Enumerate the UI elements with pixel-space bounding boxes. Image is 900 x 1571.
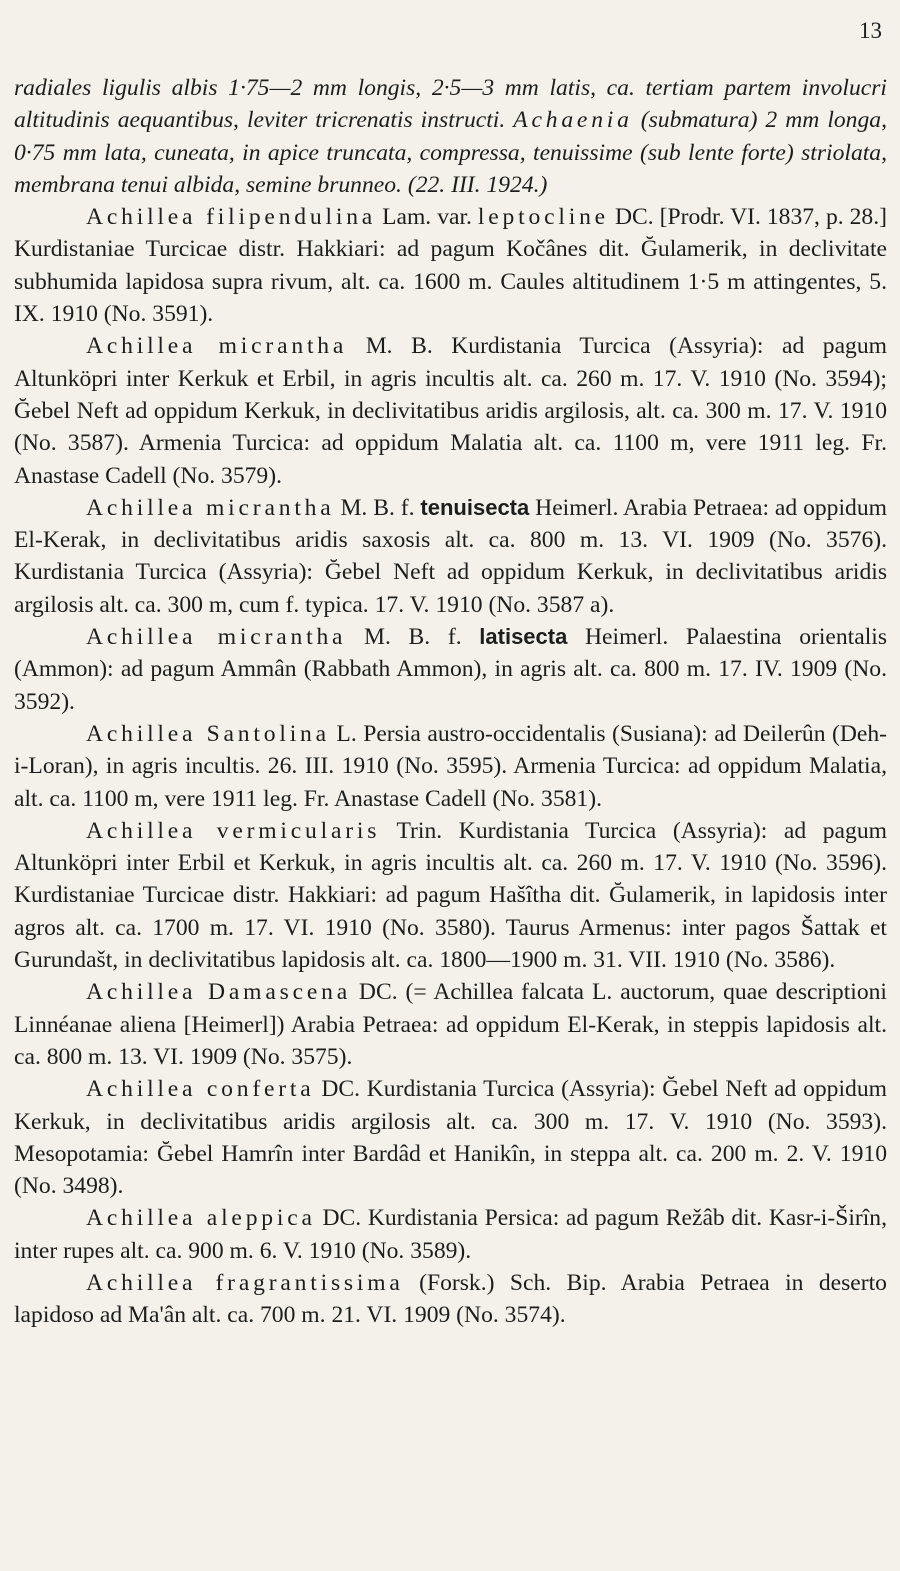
- form-name: latisecta: [479, 624, 568, 650]
- variety-name: leptocline: [477, 204, 609, 231]
- intro-paragraph: [14, 72, 887, 201]
- entry-text: (Forsk.) Sch. Bip. Arabia Petraea in deserto lapidoso ad Ma'ân alt. ca. 700 m. 21. VI. 1909 (No. 3574).: [14, 1269, 887, 1329]
- entry-pre: M. B. f.: [346, 624, 480, 651]
- entry-micrantha-tenuisecta: [14, 492, 887, 621]
- entry-micrantha: [14, 330, 887, 491]
- entry-text: L. Persia austro-occidentalis (Susiana): ad Deilerûn (Deh-i-Loran), in agris incultis. 26. III. 1910 (No. 3595). Armenia Turcica: ad oppidum Malatia, alt. ca. 1100 m, vere 1911 leg. Fr. Anastase Cadell (No. 3581).: [14, 720, 887, 812]
- entry-santolina: [14, 718, 887, 815]
- entry-text: DC. Kurdistania Persica: ad pagum Režâb dit. Kasr-i-Širîn, inter rupes alt. ca. 900 m. 6. V. 1910 (No. 3589).: [14, 1205, 887, 1264]
- entry-damascena: [14, 976, 887, 1073]
- entry-text: M. B. Kurdistania Turcica (Assyria): ad pagum Altunköpri inter Kerkuk et Erbil, in agris incultis alt. ca. 260 m. 17. V. 1910 (No. 3594); Ğebel Neft ad oppidum Kerkuk, in declivitatibus aridis argilosis, alt. ca. 300 m. 17. V. 1910 (No. 3587). Armenia Turcica: ad oppidum Malatia alt. ca. 1100 m, vere 1911 leg. Fr. Anastase Cadell (No. 3579).: [14, 333, 888, 489]
- body-text: [14, 72, 887, 1332]
- entry-text: DC. Kurdistania Turcica (Assyria): Ğebel Neft ad oppidum Kerkuk, in declivitatibus aridis argilosis alt. ca. 300 m. 17. V. 1910 (No. 3593). Mesopotamia: Ğebel Hamrîn inter Bardâd et Hanikîn, in steppa alt. ca. 200 m. 2. V. 1910 (No. 3498).: [14, 1076, 887, 1200]
- page-number: 13: [859, 18, 882, 43]
- achaenia-heading: Achaenia: [513, 107, 633, 134]
- species-name: Achillea micrantha: [86, 624, 347, 651]
- entry-micrantha-latisecta: [14, 621, 887, 718]
- species-name: Achillea Damascena: [86, 979, 351, 1006]
- entry-filipendulina: [14, 201, 887, 330]
- entry-pre: Lam. var.: [376, 204, 478, 231]
- entry-fragrantissima: [14, 1267, 887, 1332]
- entry-text: DC. (= Achillea falcata L. auctorum, quae descriptioni Linnéanae aliena [Heimerl]) Arabia Petraea: ad oppidum El-Kerak, in steppis lapidosis alt. ca. 800 m. 13. VI. 1909 (No. 3575).: [14, 979, 887, 1070]
- entry-text: DC. [Prodr. VI. 1837, p. 28.] Kurdistaniae Turcicae distr. Hakkiari: ad pagum Kočânes dit. Ğulamerik, in declivitate subhumida lapidosa supra rivum, alt. ca. 1600 m. Caules altitudinem 1·5 m attingentes, 5. IX. 1910 (No. 3591).: [14, 204, 887, 328]
- species-name: Achillea filipendulina: [86, 204, 377, 231]
- entry-pre: M. B. f.: [334, 494, 421, 521]
- species-name: Achillea micrantha: [86, 333, 348, 360]
- species-name: Achillea micrantha: [86, 494, 335, 521]
- species-name: Achillea aleppica: [86, 1205, 316, 1232]
- entry-vermicularis: [14, 815, 887, 976]
- entry-text: Heimerl. Palaestina orientalis (Ammon): ad pagum Ammân (Rabbath Ammon), in agris alt. ca. 800 m. 17. IV. 1909 (No. 3592).: [14, 624, 887, 715]
- species-name: Achillea fragrantissima: [86, 1269, 404, 1296]
- species-name: Achillea Santolina: [86, 720, 330, 747]
- form-name: tenuisecta: [420, 494, 530, 520]
- species-name: Achillea vermicularis: [86, 817, 381, 844]
- entry-text: Heimerl. Arabia Petraea: ad oppidum El-Kerak, in declivitatibus aridis saxosis alt. ca. 800 m. 13. VI. 1909 (No. 3576). Kurdistania Turcica (Assyria): Ğebel Neft ad oppidum Kerkuk, in declivitatibus aridis argilosis alt. ca. 300 m, cum f. typica. 17. V. 1910 (No. 3587 a).: [14, 494, 887, 618]
- intro-text-2: (submatura) 2 mm longa, 0·75 mm lata, cuneata, in apice truncata, compressa, tenuissime (sub lente forte) striolata, membrana tenui albida, semine brunneo. (22. III. 1924.): [14, 107, 887, 198]
- intro-text: radiales ligulis albis 1·75—2 mm longis, 2·5—3 mm latis, ca. tertiam partem involucri altitudinis aequantibus, leviter tricrenatis instructi.: [14, 75, 887, 134]
- entry-conferta: [14, 1073, 887, 1202]
- entry-aleppica: [14, 1202, 887, 1267]
- entry-text: Trin. Kurdistania Turcica (Assyria): ad pagum Altunköpri inter Erbil et Kerkuk, in agris incultis alt. ca. 260 m. 17. V. 1910 (No. 3596). Kurdistaniae Turcicae distr. Hakkiari: ad pagum Hašîtha dit. Ğulamerik, in lapidosis inter agros alt. ca. 1700 m. 17. VI. 1910 (No. 3580). Taurus Armenus: inter pagos Šattak et Gurundašt, in declivitatibus lapidosis alt. ca. 1800—1900 m. 31. VII. 1910 (No. 3586).: [14, 817, 887, 974]
- species-name: Achillea conferta: [86, 1076, 315, 1103]
